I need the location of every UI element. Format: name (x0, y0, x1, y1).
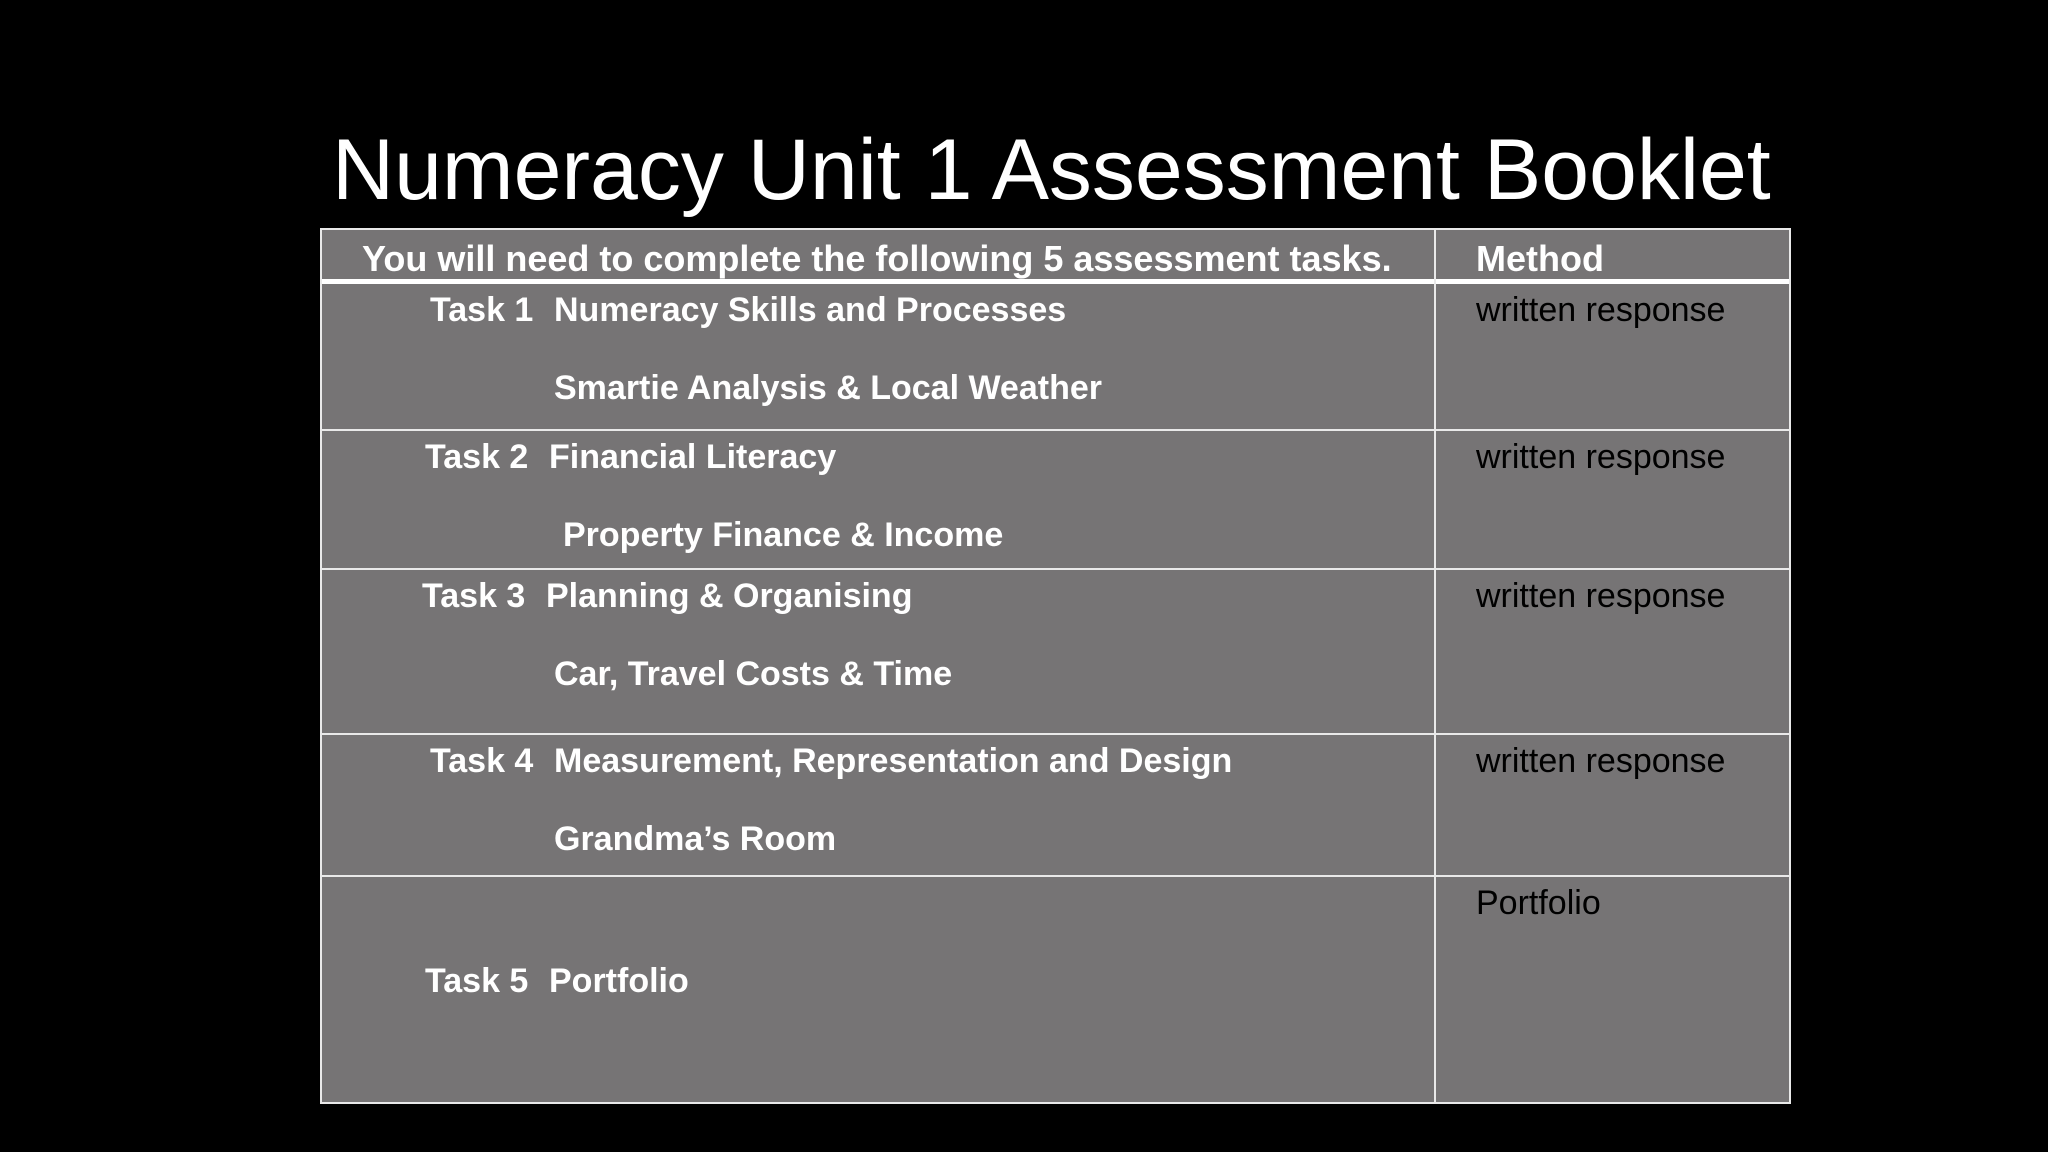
task-method: written response (1476, 577, 1726, 615)
task-name: Planning & Organising (546, 577, 913, 615)
task-subtitle: Smartie Analysis & Local Weather (554, 369, 1102, 407)
task-method: written response (1476, 438, 1726, 476)
row-divider (322, 875, 1789, 877)
task-method: Portfolio (1476, 884, 1601, 922)
slide-title: Numeracy Unit 1 Assessment Booklet (332, 122, 1771, 218)
task-number: Task 5 (425, 962, 529, 1000)
header-method-label: Method (1476, 238, 1604, 279)
task-method: written response (1476, 291, 1726, 329)
task-name: Numeracy Skills and Processes (554, 291, 1067, 329)
task-number: Task 1 (430, 291, 534, 329)
task-number: Task 4 (430, 742, 534, 780)
task-number: Task 2 (425, 438, 529, 476)
task-name: Portfolio (549, 962, 689, 1000)
row-divider (322, 429, 1789, 431)
assessment-table (320, 228, 1791, 1104)
task-name: Financial Literacy (549, 438, 837, 476)
row-divider (322, 733, 1789, 735)
task-method: written response (1476, 742, 1726, 780)
row-divider (322, 568, 1789, 570)
task-number: Task 3 (422, 577, 526, 615)
table-header (322, 230, 1789, 284)
column-divider (1434, 230, 1436, 1102)
task-subtitle: Car, Travel Costs & Time (554, 655, 953, 693)
header-task-label: You will need to complete the following 5 assessment tasks. (362, 238, 1392, 279)
task-subtitle: Property Finance & Income (563, 516, 1004, 554)
task-subtitle: Grandma’s Room (554, 820, 837, 858)
task-name: Measurement, Representation and Design (554, 742, 1233, 780)
